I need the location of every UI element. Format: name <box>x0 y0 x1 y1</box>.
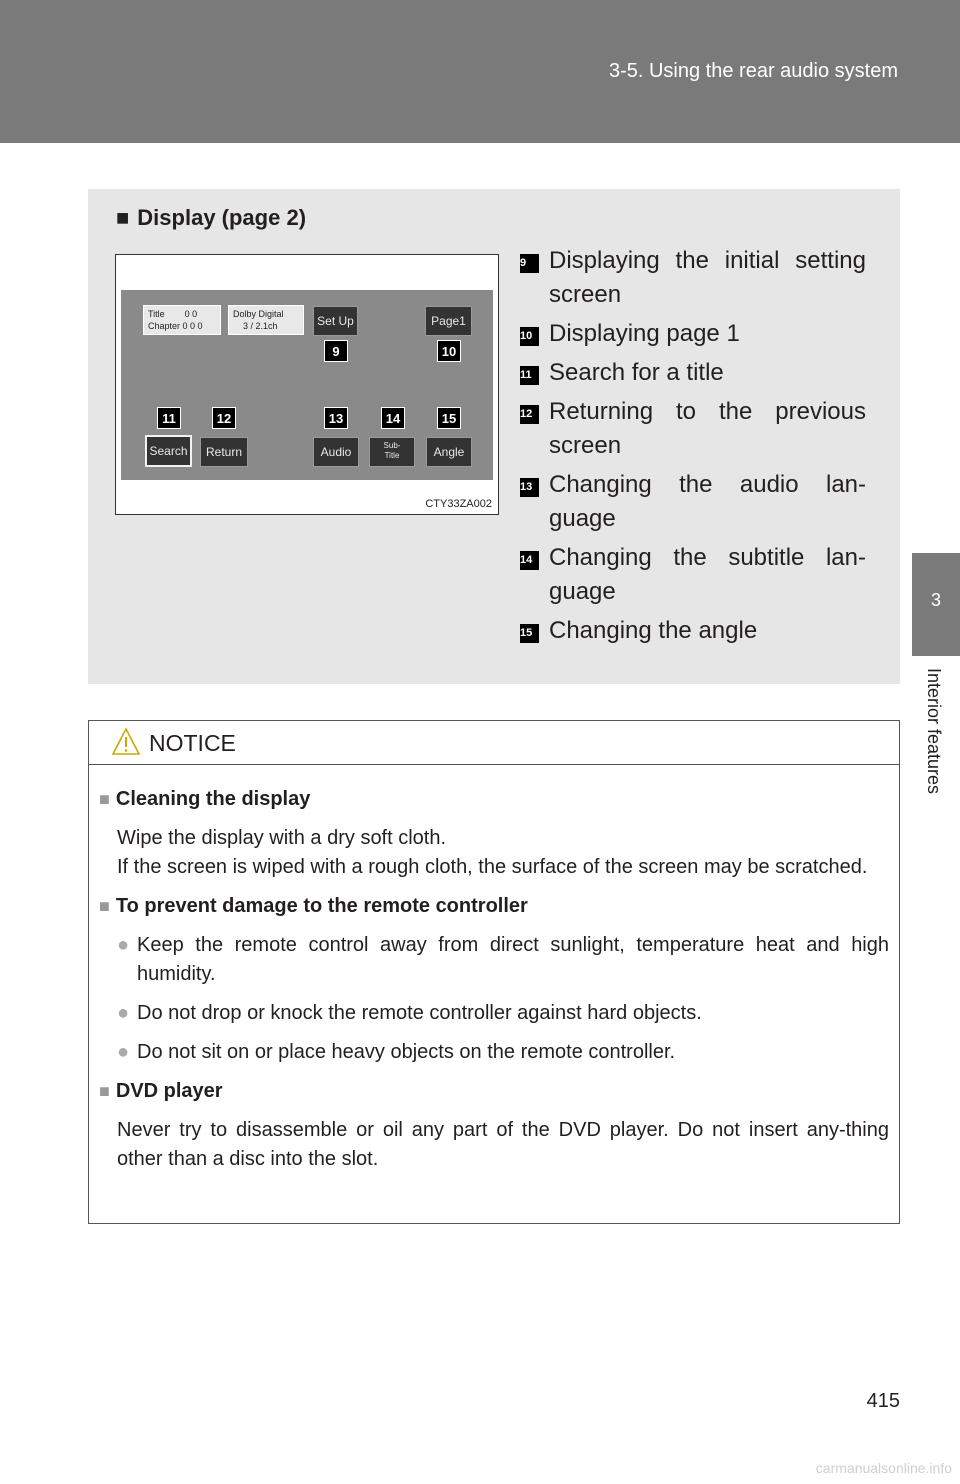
callout-badge-14: 14 <box>381 407 405 429</box>
callout-badge-15: 15 <box>437 407 461 429</box>
figure-code: CTY33ZA002 <box>425 498 492 510</box>
section-bullet: ■ <box>116 205 130 230</box>
notice-box <box>88 720 900 1224</box>
notice-paragraph <box>99 1116 889 1174</box>
item-text: Search for a title <box>549 359 724 386</box>
heading-bullet: ■ <box>99 1081 110 1101</box>
item-text: Returning to the previous screen <box>549 398 866 459</box>
item-number: 9 <box>520 254 539 273</box>
return-button: Return <box>200 437 248 467</box>
item-number: 13 <box>520 478 539 497</box>
point-bullet: ● <box>117 1002 130 1024</box>
heading-text: Cleaning the display <box>115 788 311 810</box>
audio-format-readout: Dolby Digital 3 / 2.1ch <box>228 305 304 335</box>
list-item <box>520 541 866 609</box>
callout-badge-9: 9 <box>324 340 348 362</box>
page-header <box>0 0 960 143</box>
item-number: 15 <box>520 624 539 643</box>
item-number: 12 <box>520 405 539 424</box>
title-chapter-readout: Title 0 0 Chapter 0 0 0 <box>143 305 221 335</box>
list-item <box>520 614 866 648</box>
notice-heading <box>99 785 889 814</box>
section-title-text: Display (page 2) <box>137 205 307 230</box>
notice-body <box>89 765 899 1174</box>
callout-badge-10: 10 <box>437 340 461 362</box>
setup-button: Set Up <box>313 306 358 336</box>
callout-badge-11: 11 <box>157 407 181 429</box>
section-title <box>116 205 306 231</box>
page1-button: Page1 <box>425 306 472 336</box>
display-screen-figure <box>115 254 499 515</box>
watermark: carmanualsonline.info <box>815 1460 952 1476</box>
notice-header <box>89 721 899 765</box>
list-item <box>520 356 866 390</box>
item-text: Displaying the initial setting screen <box>549 247 866 308</box>
item-number: 14 <box>520 551 539 570</box>
heading-text: To prevent damage to the remote controller <box>115 895 528 917</box>
callout-badge-13: 13 <box>324 407 348 429</box>
page-number: 415 <box>866 1390 900 1412</box>
list-item <box>520 244 866 312</box>
paragraph-line: Wipe the display with a dry soft cloth. <box>117 827 447 849</box>
item-number: 11 <box>520 366 539 385</box>
item-text: Changing the angle <box>549 617 758 644</box>
search-button: Search <box>145 435 192 467</box>
notice-paragraph <box>99 824 889 882</box>
point-bullet: ● <box>117 934 130 956</box>
chapter-number: 3 <box>930 590 941 610</box>
screen-illustration <box>121 290 493 480</box>
point-text: Keep the remote control away from direct sunlight, temperature heat and high humidity. <box>137 934 889 985</box>
notice-point <box>99 931 889 989</box>
item-text: Changing the subtitle lan-guage <box>549 544 866 605</box>
notice-point <box>99 1038 889 1067</box>
subtitle-button: Sub- Title <box>369 437 415 467</box>
heading-bullet: ■ <box>99 896 110 916</box>
list-item <box>520 317 866 351</box>
audio-button: Audio <box>313 437 359 467</box>
point-text: Do not drop or knock the remote controller against hard objects. <box>137 1002 702 1024</box>
chapter-label: Interior features <box>924 668 944 795</box>
notice-title: NOTICE <box>149 730 236 756</box>
warning-icon <box>111 727 141 757</box>
paragraph-line: Never try to disassemble or oil any part of the DVD player. Do not insert any-thing other than a disc into the slot. <box>117 1119 889 1170</box>
notice-heading <box>99 1077 889 1106</box>
callout-badge-12: 12 <box>212 407 236 429</box>
list-item <box>520 395 866 463</box>
angle-button: Angle <box>426 437 472 467</box>
item-text: Displaying page 1 <box>549 320 740 347</box>
item-number: 10 <box>520 327 539 346</box>
notice-heading <box>99 892 889 921</box>
header-title: 3-5. Using the rear audio system <box>608 60 898 82</box>
item-text: Changing the audio lan-guage <box>549 471 866 532</box>
callout-list <box>520 244 866 653</box>
point-bullet: ● <box>117 1041 130 1063</box>
heading-text: DVD player <box>115 1080 223 1102</box>
heading-bullet: ■ <box>99 789 110 809</box>
point-text: Do not sit on or place heavy objects on the remote controller. <box>137 1041 676 1063</box>
notice-point <box>99 999 889 1028</box>
list-item <box>520 468 866 536</box>
paragraph-line: If the screen is wiped with a rough cloth, the surface of the screen may be scratched. <box>117 856 868 878</box>
